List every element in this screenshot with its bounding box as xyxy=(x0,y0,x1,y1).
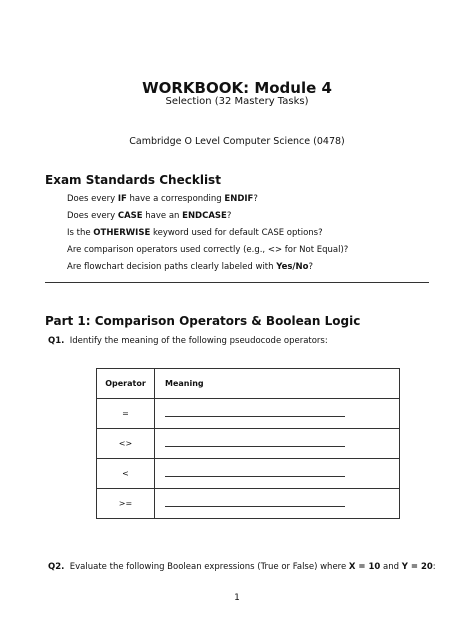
operator-cell: >= xyxy=(97,489,155,519)
operators-table xyxy=(96,368,400,519)
operator-cell: < xyxy=(97,459,155,489)
meaning-answer-cell[interactable] xyxy=(155,429,400,459)
table-row xyxy=(97,489,400,519)
table-row xyxy=(97,429,400,459)
part1-heading: Part 1: Comparison Operators & Boolean Logic xyxy=(45,314,361,328)
document-title: WORKBOOK: Module 4 xyxy=(142,79,332,97)
checklist-item: Is the OTHERWISE keyword used for default CASE options? xyxy=(67,228,323,238)
question-1: Q1. Identify the meaning of the following pseudocode operators: xyxy=(48,336,328,346)
answer-line xyxy=(165,506,345,507)
column-header-meaning: Meaning xyxy=(155,369,400,399)
checklist-item: Are flowchart decision paths clearly labeled with Yes/No? xyxy=(67,262,314,272)
checklist-heading: Exam Standards Checklist xyxy=(45,173,221,187)
section-divider xyxy=(45,282,429,283)
operator-cell: = xyxy=(97,399,155,429)
page-number: 1 xyxy=(234,593,240,603)
table-header-row xyxy=(97,369,400,399)
checklist-item: Are comparison operators used correctly (e.g., <> for Not Equal)? xyxy=(67,245,349,255)
meaning-answer-cell[interactable] xyxy=(155,399,400,429)
answer-line xyxy=(165,476,345,477)
meaning-answer-cell[interactable] xyxy=(155,489,400,519)
document-subtitle: Selection (32 Mastery Tasks) xyxy=(165,96,309,107)
checklist-item: Does every IF have a corresponding ENDIF? xyxy=(67,194,258,204)
table-row xyxy=(97,459,400,489)
column-header-operator: Operator xyxy=(97,369,155,399)
course-name: Cambridge O Level Computer Science (0478) xyxy=(129,136,345,147)
operator-cell: <> xyxy=(97,429,155,459)
checklist-item: Does every CASE have an ENDCASE? xyxy=(67,211,232,221)
meaning-answer-cell[interactable] xyxy=(155,459,400,489)
answer-line xyxy=(165,416,345,417)
answer-line xyxy=(165,446,345,447)
table-row xyxy=(97,399,400,429)
question-2: Q2. Evaluate the following Boolean expressions (True or False) where X = 10 and Y = 20: xyxy=(48,562,436,572)
